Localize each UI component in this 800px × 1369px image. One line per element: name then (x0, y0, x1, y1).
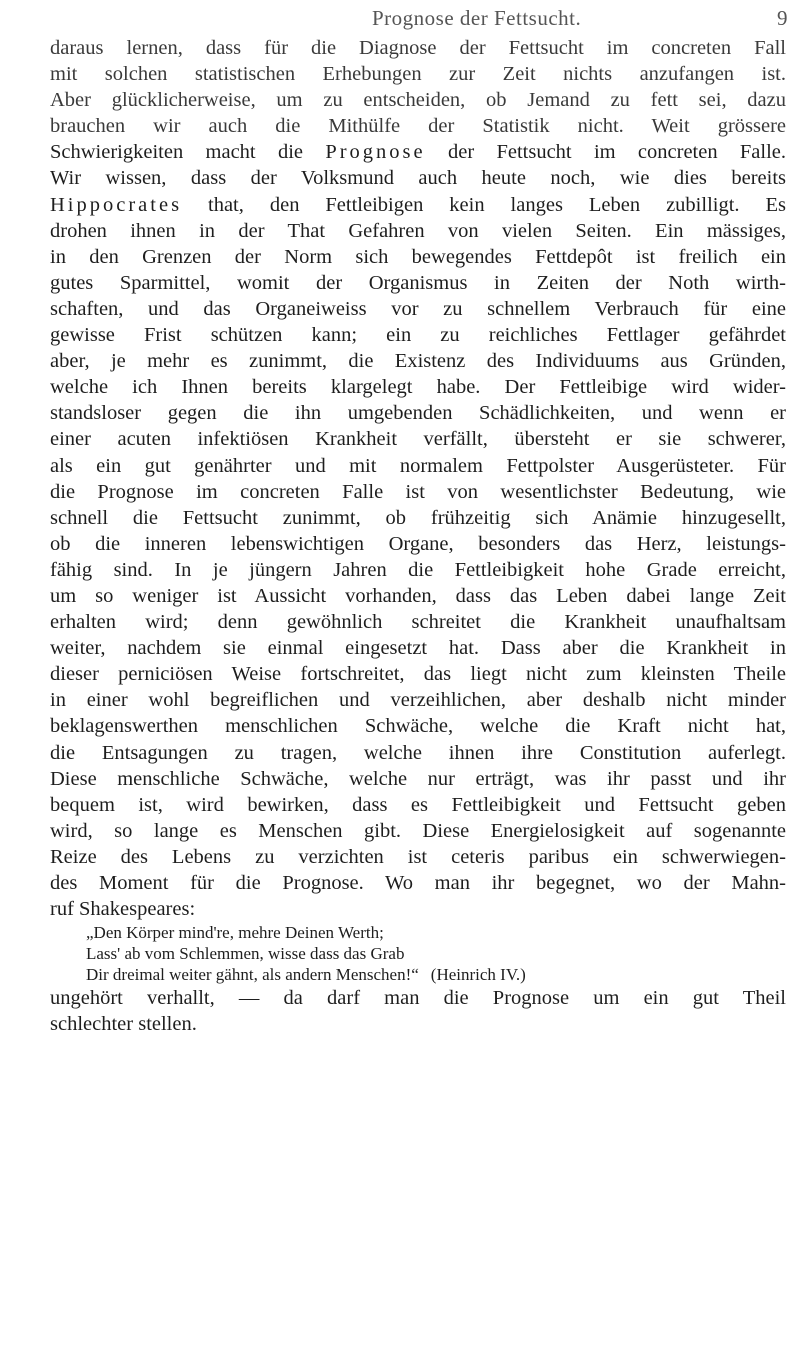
text-line: dieser perniciösen Weise fortschreitet, das liegt nicht zum kleinsten Theile (50, 663, 786, 686)
text-line: daraus lernen, dass für die Diagnose der Fettsucht im concreten Fall (50, 37, 786, 59)
emphasized-word: Prognose (325, 141, 426, 164)
text-line: schnell die Fettsucht zunimmt, ob frühzeitig sich Anämie hinzugesellt, (50, 506, 786, 529)
text-line: als ein gut genährter und mit normalem Fettpolster Ausgerüsteter. Für (50, 454, 786, 477)
text-fragment: der Fettsucht im concreten Falle. (447, 141, 787, 164)
text-line: des Moment für die Prognose. Wo man ihr begegnet, wo der Mahn- (50, 872, 786, 894)
text-line: mit solchen statistischen Erhebungen zur Zeit nichts anzufangen ist. (50, 63, 786, 86)
block-quote (50, 922, 786, 985)
text-line: brauchen wir auch die Mithülfe der Statistik nicht. Weit grössere (50, 115, 786, 138)
text-line: ungehört verhallt, — da darf man die Prognose um ein gut Theil (50, 987, 786, 1010)
quote-attribution: (Heinrich IV.) (430, 965, 526, 985)
text-line: erhalten wird; denn gewöhnlich schreitet die Krankheit unaufhaltsam (50, 611, 786, 634)
text-line: gewisse Frist schützen kann; ein zu reichliches Fettlager gefährdet (50, 324, 786, 347)
text-line: Aber glücklicherweise, um zu entscheiden, ob Jemand zu fett sei, dazu (50, 89, 786, 112)
text-line: die Entsagungen zu tragen, welche ihnen ihre Constitution auferlegt. (50, 741, 786, 764)
text-fragment: Schwierigkeiten macht die (50, 141, 303, 164)
text-line: Diese menschliche Schwäche, welche nur erträgt, was ihr passt und ihr (50, 767, 786, 790)
text-line: um so weniger ist Aussicht vorhanden, dass das Leben dabei lange Zeit (50, 584, 786, 607)
text-line: gutes Sparmittel, womit der Organismus in Zeiten der Noth wirth- (50, 271, 786, 294)
emphasized-name: Hippocrates (50, 193, 183, 216)
text-line: in den Grenzen der Norm sich bewegendes Fettdepôt ist freilich ein (50, 245, 786, 268)
text-line: drohen ihnen in der That Gefahren von vielen Seiten. Ein mässiges, (50, 219, 786, 242)
text-line: weiter, nachdem sie einmal eingesetzt hat. Dass aber die Krankheit in (50, 637, 786, 660)
text-line: Wir wissen, dass der Volksmund auch heute noch, wie dies bereits (50, 167, 786, 190)
text-line (50, 139, 786, 165)
text-line: wird, so lange es Menschen gibt. Diese Energielosigkeit auf sogenannte (50, 819, 786, 842)
text-fragment: that, den Fettleibigen kein langes Leben zubilligt. Es (208, 193, 786, 216)
page-number: 9 (777, 6, 788, 30)
text-line: Reize des Lebens zu verzichten ist ceteris paribus ein schwerwiegen- (50, 845, 786, 868)
text-line: bequem ist, wird bewirken, dass es Fettleibigkeit und Fettsucht geben (50, 793, 786, 816)
text-line: beklagenswerthen menschlichen Schwäche, welche die Kraft nicht hat, (50, 715, 786, 738)
text-line: fähig sind. In je jüngern Jahren die Fettleibigkeit hohe Grade erreicht, (50, 558, 786, 581)
text-line: schlechter stellen. (50, 1013, 197, 1036)
text-line: ruf Shakespeares: (50, 898, 196, 921)
text-line: ob die inneren lebenswichtigen Organe, besonders das Herz, leistungs- (50, 532, 786, 555)
running-head (0, 4, 800, 34)
text-line: standsloser gegen die ihn umgebenden Schädlichkeiten, und wenn er (50, 402, 786, 425)
quote-text: Dir dreimal weiter gähnt, als andern Menschen!“ (86, 965, 419, 985)
quote-line: Lass' ab vom Schlemmen, wisse dass das Grab (86, 944, 405, 964)
text-line: aber, je mehr es zunimmt, die Existenz des Individuums aus Gründen, (50, 350, 786, 373)
text-line: die Prognose im concreten Falle ist von wesentlichster Bedeutung, wie (50, 480, 786, 503)
text-line: in einer wohl begreiflichen und verzeihlichen, aber deshalb nicht minder (50, 689, 786, 712)
text-line: schaften, und das Organeiweiss vor zu schnellem Verbrauch für eine (50, 297, 786, 320)
quote-line: „Den Körper mind're, mehre Deinen Werth; (86, 923, 384, 943)
quote-line (50, 964, 786, 985)
body-text (50, 35, 786, 1037)
text-line: einer acuten infektiösen Krankheit verfällt, übersteht er sie schwerer, (50, 428, 786, 451)
running-head-title: Prognose der Fettsucht. (372, 6, 582, 30)
text-line: welche ich Ihnen bereits klargelegt habe. Der Fettleibige wird wider- (50, 376, 786, 399)
text-line (50, 192, 786, 218)
